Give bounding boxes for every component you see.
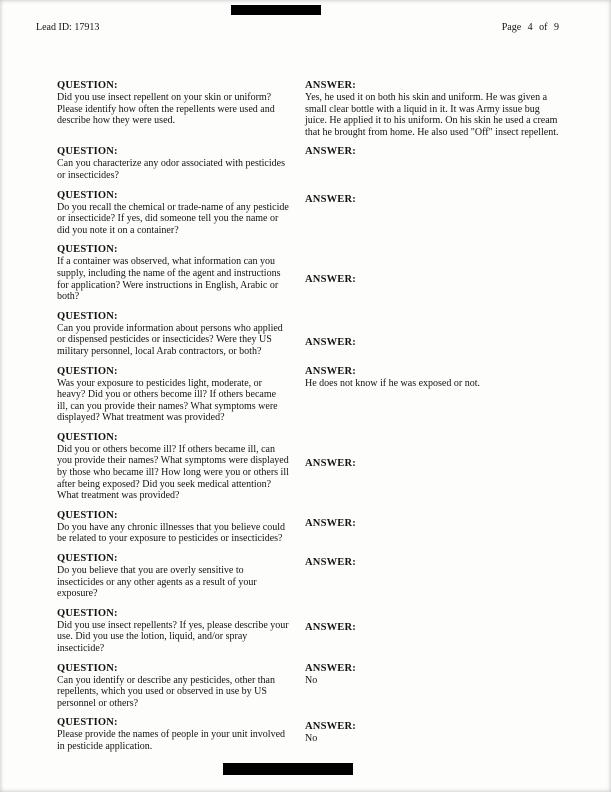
question-text: Did you or others become ill? If others became ill, can you provide their names? What symptoms were displayed by those who became ill? How long were you or others ill after being exposed? Did you seek medical attention? What treatment was provided? [57, 443, 289, 502]
answer-label: ANSWER: [305, 517, 356, 529]
question-text: Did you use insect repellent on your skin or uniform? Please identify how often the repellents were used and describe how they were used. [57, 92, 275, 127]
answer-column [305, 146, 563, 181]
question-column [57, 311, 305, 358]
question-column [57, 190, 305, 237]
question-column [57, 663, 305, 710]
question-column [57, 244, 305, 302]
question-text: Was your exposure to pesticides light, moderate, or heavy? Did you or others become ill? If others became ill, can you provide their names? What symptoms were displayed? What treatment was provided? [57, 377, 278, 424]
question-label: QUESTION: [57, 553, 118, 565]
answer-label: ANSWER: [305, 557, 356, 569]
answer-label: ANSWER: [305, 80, 356, 91]
question-column [57, 366, 305, 424]
qa-row [57, 80, 563, 138]
answer-column [305, 721, 563, 752]
answer-column [305, 518, 563, 545]
question-column [57, 510, 305, 545]
question-column [57, 717, 305, 752]
answer-column [305, 663, 563, 710]
question-label: QUESTION: [57, 607, 118, 619]
qa-row [57, 432, 563, 502]
answer-text: Yes, he used it on both his skin and uniform. He was given a small clear bottle with a liquid in it. It was Army issue bug juice. He applied it to his uniform. On his skin he used a cream that he brought from home. He also used "Off" insect repellent. [305, 92, 559, 138]
redaction-bar-bottom [223, 763, 353, 775]
answer-column [305, 80, 563, 138]
answer-label: ANSWER: [305, 193, 356, 205]
question-text: Can you identify or describe any pesticides, other than repellents, which you used or observed in use by US personnel or others? [57, 674, 275, 709]
question-column [57, 80, 305, 138]
answer-label: ANSWER: [305, 336, 356, 348]
answer-text: No [305, 733, 318, 745]
answer-column [305, 557, 563, 600]
answer-label: ANSWER: [305, 274, 356, 286]
answer-label: ANSWER: [305, 146, 356, 158]
qa-row [57, 663, 563, 710]
answer-column [305, 194, 563, 237]
question-label: QUESTION: [57, 717, 118, 729]
question-label: QUESTION: [57, 662, 118, 674]
answer-column [305, 366, 563, 424]
qa-row [57, 311, 563, 358]
question-text: Can you provide information about persons who applied or dispensed pesticides or insecticides? Were they US military personnel, local Arab contractors, or both? [57, 322, 283, 357]
qa-row [57, 190, 563, 237]
question-column [57, 608, 305, 655]
answer-label: ANSWER: [305, 457, 356, 469]
question-column [57, 146, 305, 181]
question-label: QUESTION: [57, 310, 118, 322]
question-label: QUESTION: [57, 146, 118, 158]
answer-label: ANSWER: [305, 662, 356, 674]
question-column [57, 553, 305, 600]
qa-row [57, 510, 563, 545]
question-text: Do you believe that you are overly sensitive to insecticides or any other agents as a result of your exposure? [57, 565, 257, 600]
question-label: QUESTION: [57, 365, 118, 377]
question-label: QUESTION: [57, 244, 118, 256]
question-label: QUESTION: [57, 189, 118, 201]
answer-label: ANSWER: [305, 365, 356, 377]
qa-row [57, 608, 563, 655]
answer-label: ANSWER: [305, 721, 356, 733]
qa-row [57, 717, 563, 752]
question-text: Did you use insect repellents? If yes, please describe your use. Did you use the lotion, liquid, and/or spray insecticide? [57, 619, 289, 654]
answer-column [305, 622, 563, 655]
question-label: QUESTION: [57, 431, 118, 443]
qa-row [57, 244, 563, 302]
answer-label: ANSWER: [305, 621, 356, 633]
qa-row [57, 366, 563, 424]
question-column [57, 432, 305, 502]
question-label: QUESTION: [57, 509, 118, 521]
page-header [36, 22, 559, 33]
answer-text: He does not know if he was exposed or not. [305, 377, 480, 389]
answer-text: No [305, 674, 318, 686]
qa-row [57, 553, 563, 600]
question-text: Can you characterize any odor associated with pesticides or insecticides? [57, 158, 285, 181]
answer-column [305, 337, 563, 358]
page-number: Page 4 of 9 [501, 22, 559, 33]
question-label: QUESTION: [57, 80, 118, 91]
lead-id: Lead ID: 17913 [36, 22, 100, 33]
question-text: Do you have any chronic illnesses that you believe could be related to your exposure to pesticides or insecticides? [57, 521, 285, 545]
qa-content [57, 80, 563, 761]
answer-column [305, 274, 563, 302]
redaction-bar-top [231, 5, 321, 15]
answer-column [305, 458, 563, 502]
question-text: If a container was observed, what information can you supply, including the name of the agent and instructions for application? Were instructions in English, Arabic or both? [57, 256, 281, 303]
question-text: Do you recall the chemical or trade-name of any pesticide or insecticide? If yes, did someone tell you the name or did you note it on a container? [57, 201, 289, 236]
qa-row [57, 146, 563, 181]
question-text: Please provide the names of people in your unit involved in pesticide application. [57, 729, 286, 752]
